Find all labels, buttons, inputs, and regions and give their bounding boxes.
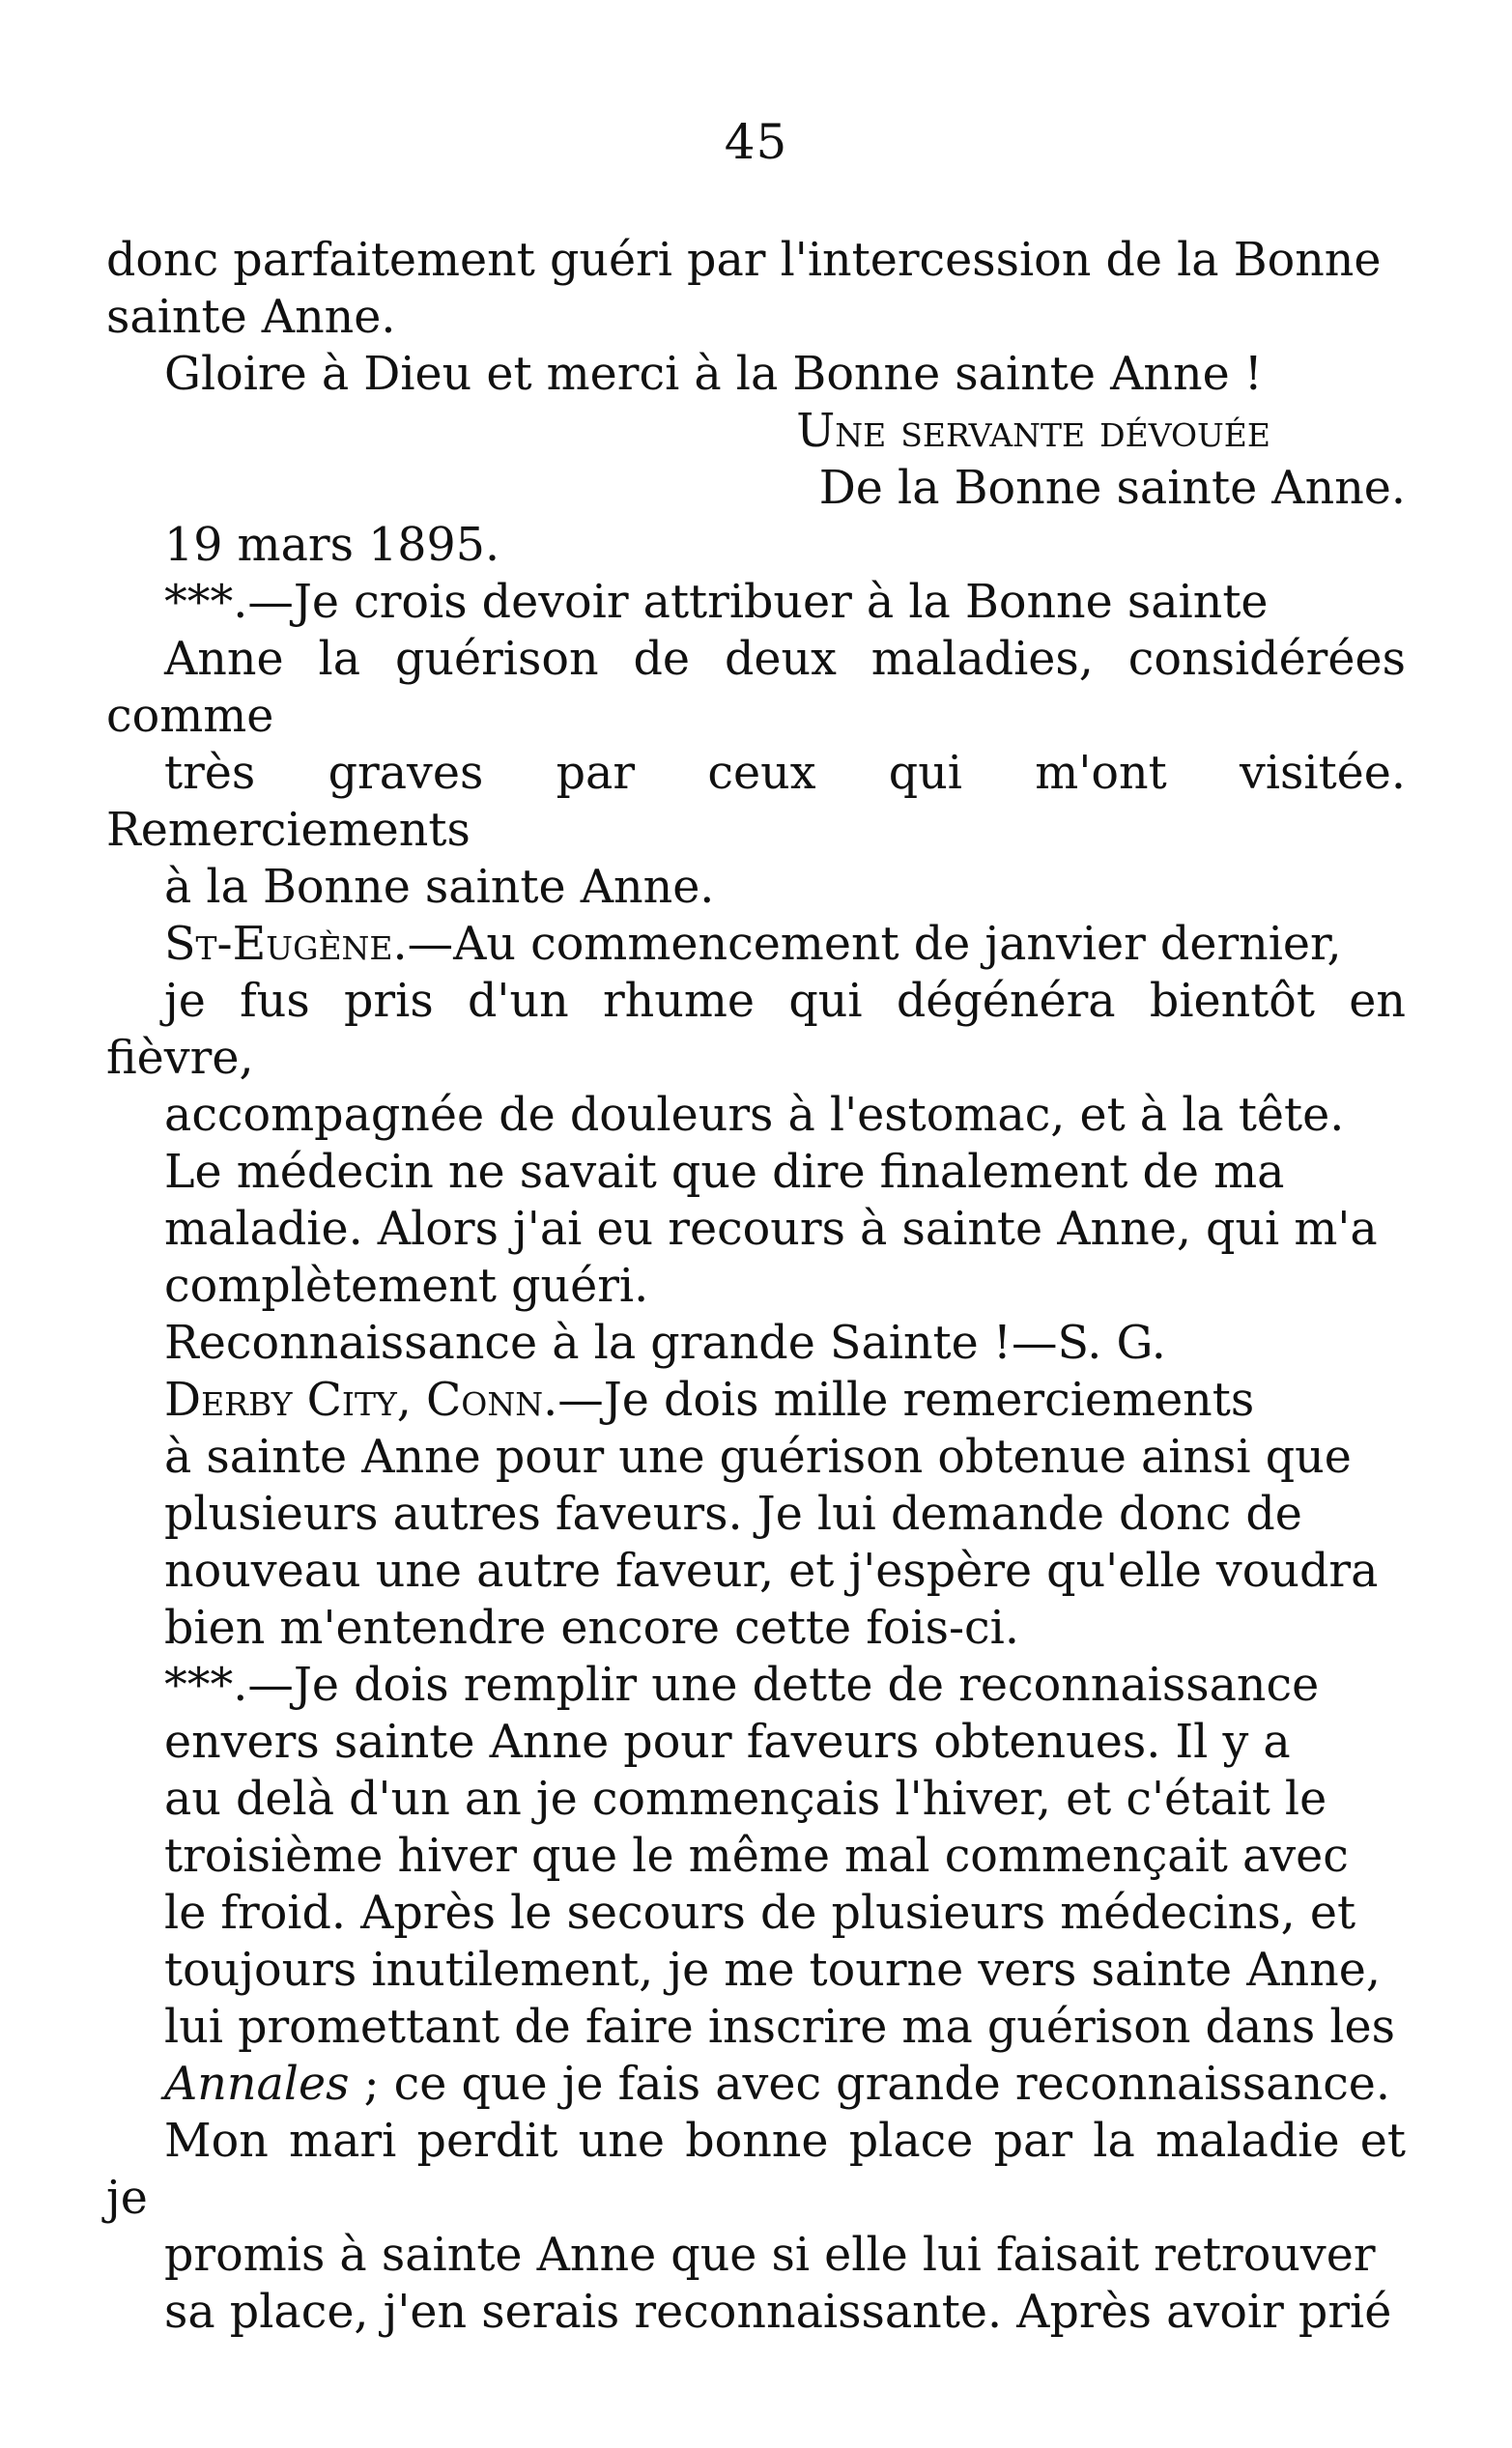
paragraph-reconnaissance — [106, 1315, 1406, 1372]
text-line: ; ce que je fais avec grande reconnaissance. — [349, 2058, 1391, 2111]
text-line: au delà d'un an je commençais l'hiver, et c'était le — [164, 1773, 1327, 1826]
text-line: sa place, j'en serais reconnaissante. Après avoir prié — [164, 2286, 1392, 2339]
asterisks-lead: ***. — [164, 1659, 248, 1712]
text-line: Anne la guérison de deux maladies, considérées comme — [106, 633, 1406, 743]
paragraph-medecin — [106, 1144, 1406, 1315]
paragraph-gloire — [106, 346, 1406, 403]
text-line: sainte Anne. — [106, 291, 396, 344]
page-body — [106, 232, 1406, 2341]
text-line: à la Bonne sainte Anne. — [164, 861, 715, 914]
text-line: complètement guéri. — [164, 1260, 649, 1313]
paragraph-continuation — [106, 232, 1406, 346]
text-line: —Je crois devoir attribuer à la Bonne sainte — [247, 576, 1269, 629]
signature-line: De la Bonne sainte Anne. — [818, 462, 1406, 515]
place-name: Derby City, Conn. — [164, 1374, 558, 1427]
place-name: St-Eugène. — [164, 918, 408, 971]
text-line: plusieurs autres faveurs. Je lui demande donc de — [164, 1488, 1302, 1541]
text-line: Mon mari perdit une bonne place par la maladie et je — [106, 2115, 1406, 2225]
text-line: toujours inutilement, je me tourne vers sainte Anne, — [164, 1944, 1381, 1997]
text-line: maladie. Alors j'ai eu recours à sainte Anne, qui m'a — [164, 1203, 1378, 1256]
text-line: très graves par ceux qui m'ont visitée. Remerciements — [106, 747, 1406, 857]
text-line: —Je dois remplir une dette de reconnaissance — [247, 1659, 1320, 1712]
signature-line: Une servante dévouée — [796, 405, 1270, 458]
text-line: Le médecin ne savait que dire finalement de ma — [164, 1146, 1285, 1199]
text-line: Gloire à Dieu et merci à la Bonne sainte Anne ! — [164, 348, 1263, 401]
text-line: Reconnaissance à la grande Sainte !—S. G. — [164, 1317, 1166, 1370]
date-line: 19 mars 1895. — [164, 519, 500, 572]
text-line: le froid. Après le secours de plusieurs médecins, et — [164, 1887, 1356, 1940]
text-line: donc parfaitement guéri par l'intercession de la Bonne — [106, 234, 1382, 287]
text-line: —Au commencement de janvier dernier, — [407, 918, 1342, 971]
paragraph-st-eugene — [106, 916, 1406, 1144]
text-line: lui promettant de faire inscrire ma guérison dans les — [164, 2001, 1396, 2054]
text-line: je fus pris d'un rhume qui dégénéra bientôt en fièvre, — [106, 975, 1406, 1085]
text-line: accompagnée de douleurs à l'estomac, et à la tête. — [164, 1089, 1345, 1142]
asterisks-lead: ***. — [164, 576, 248, 629]
text-line: bien m'entendre encore cette fois-ci. — [164, 1602, 1019, 1655]
text-line: —Je dois mille remerciements — [557, 1374, 1255, 1427]
paragraph-derby-city — [106, 1372, 1406, 1657]
text-line: nouveau une autre faveur, et j'espère qu'elle voudra — [164, 1545, 1379, 1598]
italic-title: Annales — [164, 2058, 350, 2111]
page-number: 45 — [724, 114, 788, 170]
paragraph-testimony-2 — [106, 1657, 1406, 2341]
paragraph-testimony-1 — [106, 574, 1406, 916]
text-line: envers sainte Anne pour faveurs obtenues. Il y a — [164, 1716, 1291, 1769]
text-line: à sainte Anne pour une guérison obtenue ainsi que — [164, 1431, 1352, 1484]
text-line: promis à sainte Anne que si elle lui faisait retrouver — [164, 2229, 1376, 2282]
text-line: troisième hiver que le même mal commençait avec — [164, 1830, 1349, 1883]
